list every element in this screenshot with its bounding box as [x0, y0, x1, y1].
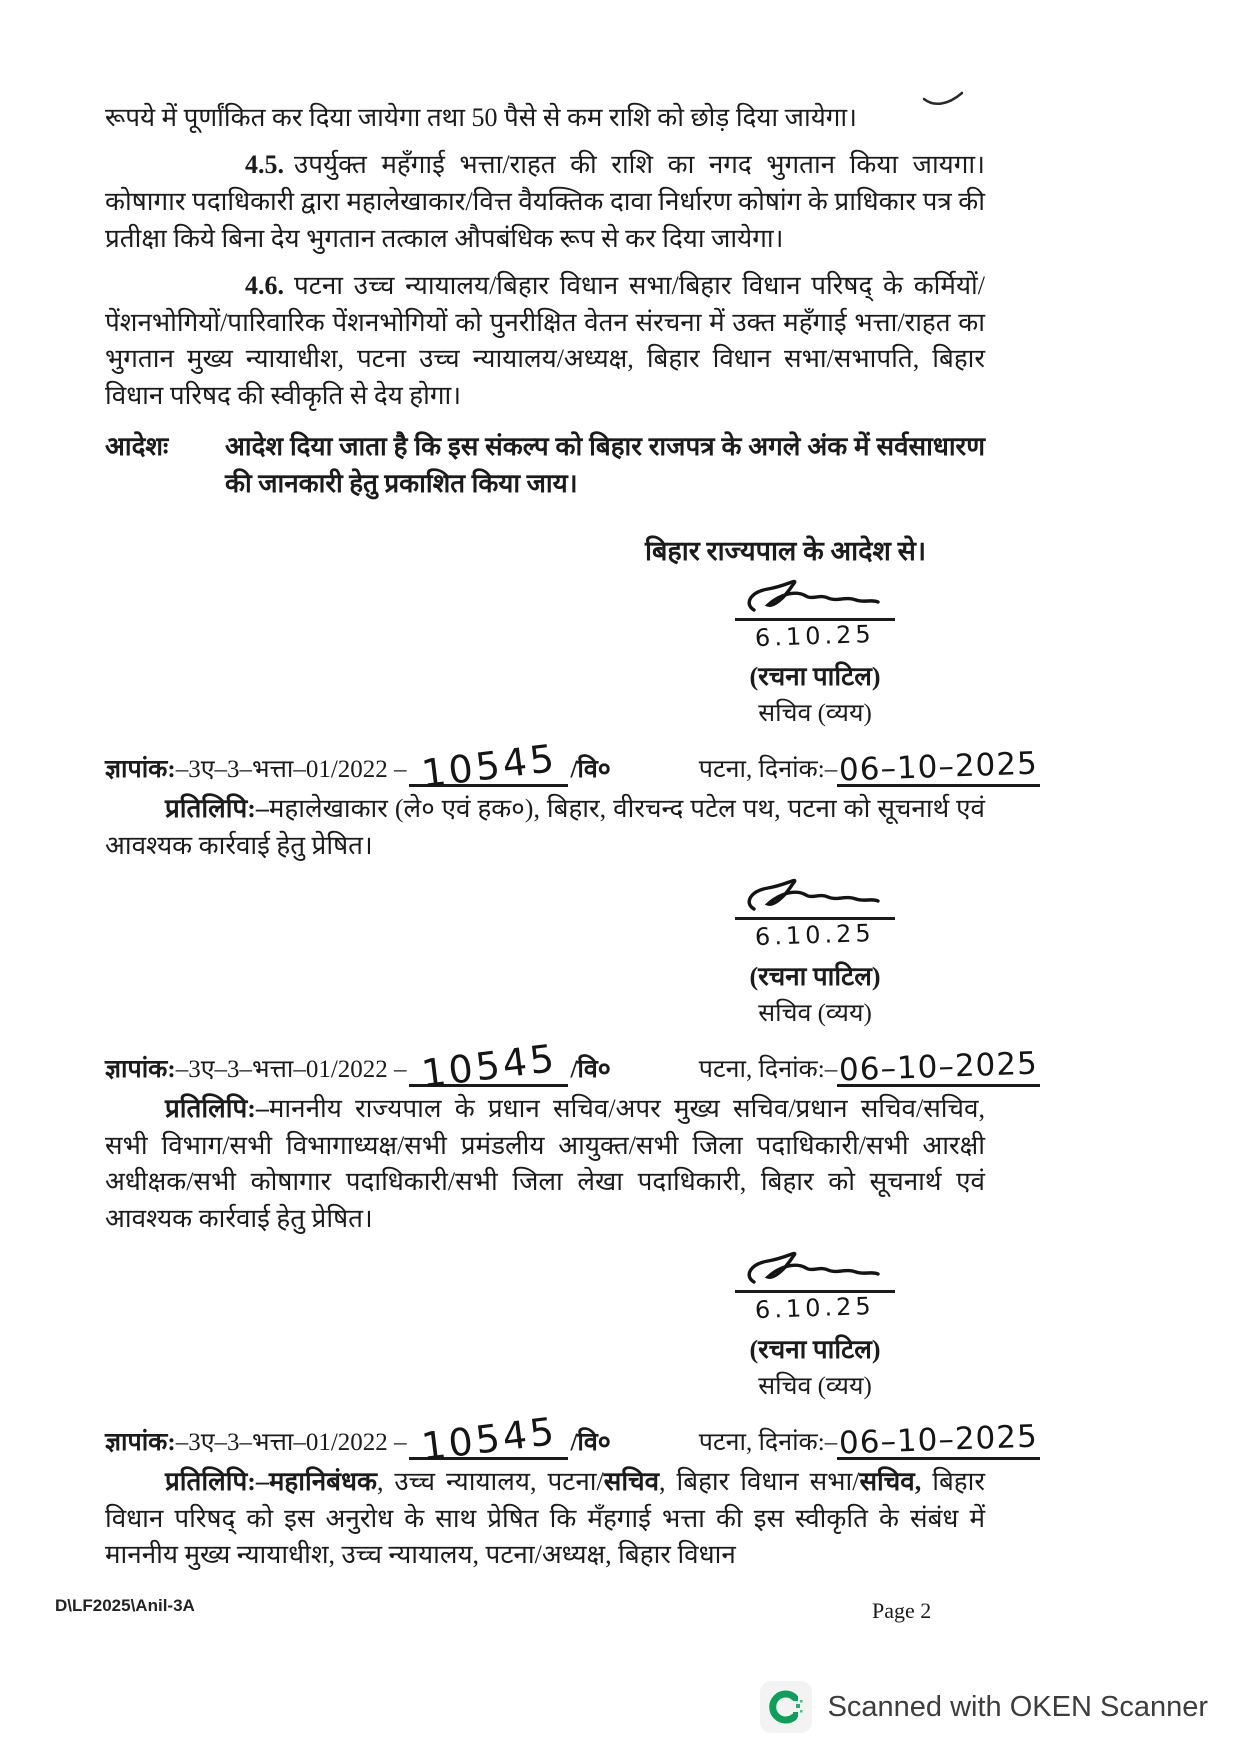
- signatory-designation: सचिव (व्यय): [758, 700, 872, 728]
- place-date-label: पटना, दिनांक:–: [698, 1428, 838, 1456]
- copy-paragraph-2: [105, 1091, 985, 1239]
- copy-paragraph-1: [105, 791, 985, 865]
- copy-segment-bold: महानिबंधक: [268, 1466, 377, 1496]
- memo-number-handwritten: 10545: [418, 1408, 559, 1469]
- signatory-name: (रचना पाटिल): [749, 961, 881, 991]
- copy-segment: , उच्च न्यायालय, पटना/: [376, 1466, 604, 1496]
- signature-block-2: [700, 873, 930, 1028]
- memo-line-3: [105, 1408, 1040, 1469]
- memo-place-date: [698, 1418, 1040, 1462]
- copy-segment-bold: सचिव: [603, 1466, 660, 1496]
- clause-number: 4.5.: [245, 149, 284, 179]
- memo-number-underline: [409, 1035, 569, 1096]
- date-handwritten: 06–10–2025: [838, 1045, 1039, 1089]
- memo-ref: –3ए–3–भत्ता–01/2022 –: [175, 1055, 407, 1083]
- oken-scanner-logo: [760, 1681, 812, 1733]
- signatory-name: (रचना पाटिल): [749, 1334, 881, 1364]
- memo-number-underline: [409, 736, 569, 797]
- signature-icon: [740, 574, 890, 622]
- signatory-designation: सचिव (व्यय): [758, 1372, 872, 1400]
- pen-mark-icon: [920, 86, 980, 112]
- page-number: Page 2: [872, 1598, 932, 1623]
- date-underline: [837, 1418, 1040, 1462]
- order-text: आदेश दिया जाता है कि इस संकल्प को बिहार राजपत्र के अगले अंक में सर्वसाधारण की जानकारी हेतु प्रकाशित किया जाय।: [225, 432, 985, 499]
- clause-text: पटना उच्च न्यायालय/बिहार विधान सभा/बिहार विधान परिषद् के कर्मियों/पेंशनभोगियों/पारिवारिक पेंशनभोगियों को पुनरीक्षित वेतन संरचना में उक्त महँगाई भत्ता/राहत का भुगतान मुख्य न्यायाधीश, पटना उच्च न्यायालय/अध्यक्ष, बिहार विधान सभा/सभापति, बिहार विधान परिषद की स्वीकृति से देय होगा।: [105, 270, 985, 411]
- memo-label: ज्ञापांक:: [105, 756, 176, 784]
- scanner-watermark: [760, 1681, 1208, 1733]
- copy-label: प्रतिलिपि:–: [165, 1093, 269, 1123]
- memo-line-2: [105, 1035, 1040, 1096]
- order-section: [105, 429, 985, 503]
- signature-icon: [740, 873, 890, 921]
- copy-text: माननीय राज्यपाल के प्रधान सचिव/अपर मुख्य सचिव/प्रधान सचिव/सचिव, सभी विभाग/सभी विभागाध्यक्ष/सभी प्रमंडलीय आयुक्त/सभी जिला पदाधिकारी/सभी आरक्षी अधीक्षक/सभी कोषागार पदाधिकारी/सभी जिला लेखा पदाधिकारी, बिहार को सूचनार्थ एवं आवश्यक कार्रवाई हेतु प्रेषित।: [105, 1093, 985, 1234]
- memo-suffix: /वि०: [570, 1428, 611, 1456]
- place-date-label: पटना, दिनांक:–: [698, 1055, 838, 1083]
- signature-date-handwritten: 6.10.25: [754, 919, 876, 952]
- date-underline: [837, 745, 1040, 789]
- order-label: आदेशः: [105, 432, 169, 462]
- memo-number-handwritten: 10545: [418, 1035, 559, 1096]
- copy-paragraph-3: [105, 1464, 985, 1575]
- copy-segment-bold: सचिव,: [859, 1466, 922, 1496]
- signature-date-handwritten: 6.10.25: [754, 619, 876, 653]
- memo-label: ज्ञापांक:: [105, 1055, 176, 1083]
- paragraph-rounding: [105, 100, 985, 137]
- memo-number-handwritten: 10545: [418, 736, 559, 797]
- paragraph-4-5: [105, 147, 985, 258]
- date-underline: [837, 1045, 1040, 1089]
- oken-o-icon: [768, 1689, 804, 1725]
- scanner-label: Scanned with OKEN Scanner: [827, 1690, 1208, 1723]
- memo-ref: –3ए–3–भत्ता–01/2022 –: [175, 1428, 407, 1456]
- signature-block-3: [700, 1246, 930, 1401]
- copy-segment: , बिहार विधान सभा/: [659, 1466, 860, 1496]
- copy-segment: बिहार विधान परिषद् को इस अनुरोध के साथ प्रेषित कि मँहगाई भत्ता की इस स्वीकृति के संबंध में माननीय मुख्य न्यायाधीश, उच्च न्यायालय, पटना/अध्यक्ष, बिहार विधान: [105, 1466, 985, 1570]
- memo-suffix: /वि०: [570, 756, 611, 784]
- paragraph-text: रूपये में पूर्णांकित कर दिया जायेगा तथा 50 पैसे से कम राशि को छोड़ दिया जायेगा।: [105, 103, 857, 132]
- signatory-name: (रचना पाटिल): [749, 662, 881, 692]
- clause-number: 4.6.: [245, 270, 284, 300]
- memo-line-1: [105, 736, 1040, 797]
- place-date-label: पटना, दिनांक:–: [698, 756, 838, 784]
- by-order-of-governor: बिहार राज्यपाल के आदेश से।: [645, 536, 927, 567]
- signature-icon: [740, 1246, 890, 1294]
- memo-place-date: [698, 745, 1040, 789]
- memo-suffix: /वि०: [570, 1055, 611, 1083]
- clause-text: उपर्युक्त महँगाई भत्ता/राहत की राशि का नगद भुगतान किया जायगा। कोषागार पदाधिकारी द्वारा महालेखाकार/वित्त वैयक्तिक दावा निर्धारण कोषांग के प्राधिकार पत्र की प्रतीक्षा किये बिना देय भुगतान तत्काल औपबंधिक रूप से कर दिया जायेगा।: [105, 149, 985, 253]
- date-handwritten: 06–10–2025: [838, 745, 1039, 789]
- file-reference: D\LF2025\Anil-3A: [55, 1596, 195, 1615]
- paragraph-4-6: [105, 268, 985, 416]
- copy-text: महालेखाकार (ले० एवं हक०), बिहार, वीरचन्द पटेल पथ, पटना को सूचनार्थ एवं आवश्यक कार्रवाई हेतु प्रेषित।: [105, 794, 985, 861]
- memo-number-underline: [409, 1408, 569, 1469]
- memo-place-date: [698, 1045, 1040, 1089]
- signature-date-handwritten: 6.10.25: [754, 1292, 876, 1325]
- copy-label: प्रतिलिपि:–: [165, 794, 269, 824]
- memo-ref: –3ए–3–भत्ता–01/2022 –: [175, 756, 407, 784]
- signatory-designation: सचिव (व्यय): [758, 999, 872, 1027]
- signature-block-1: [700, 574, 930, 729]
- memo-label: ज्ञापांक:: [105, 1428, 176, 1456]
- date-handwritten: 06–10–2025: [838, 1418, 1039, 1462]
- copy-label: प्रतिलिपि:–: [165, 1466, 269, 1496]
